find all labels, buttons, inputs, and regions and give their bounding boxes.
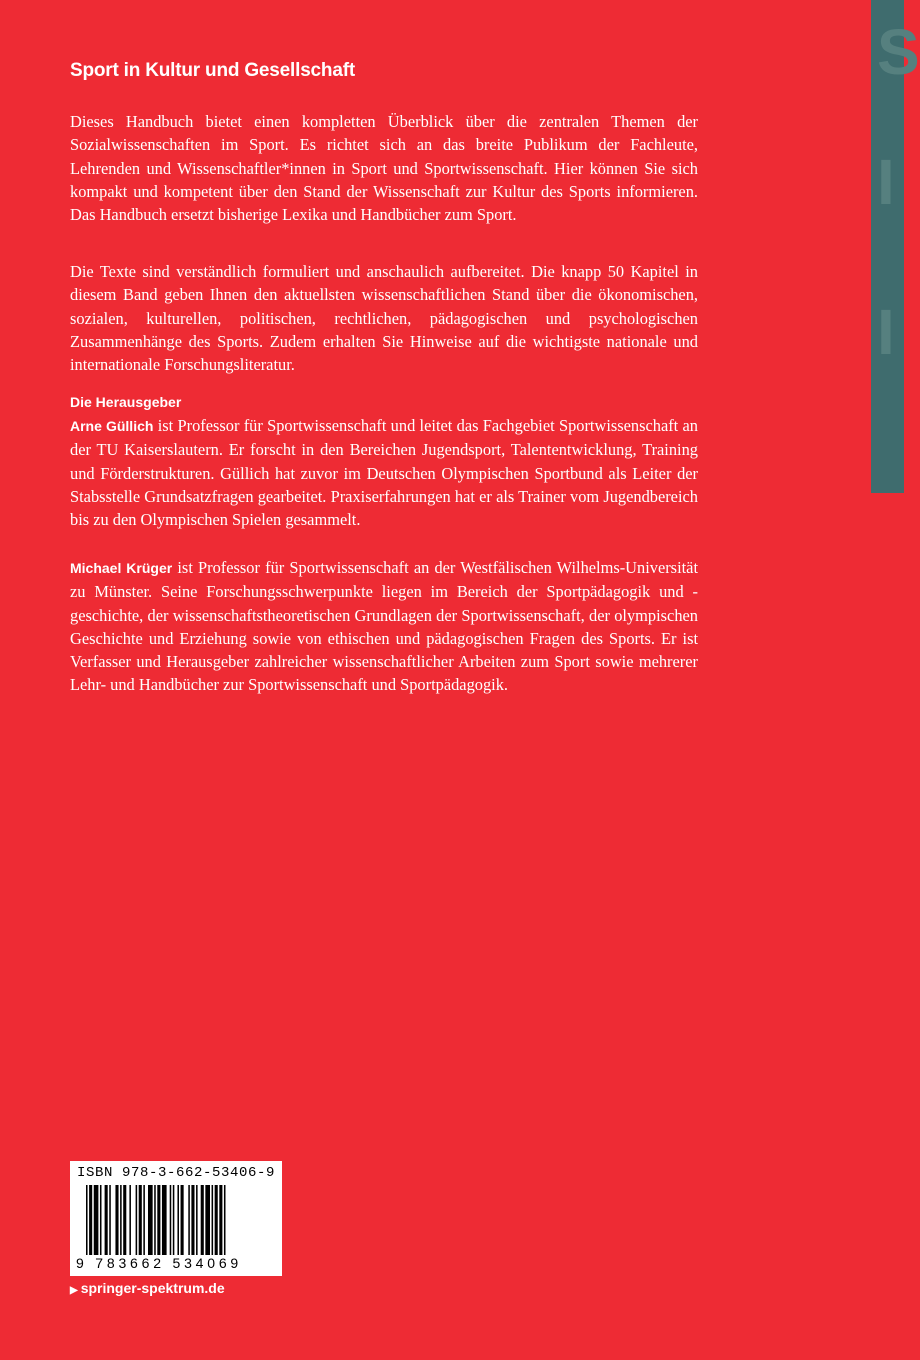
spine-ghost-letter: I <box>877 146 895 218</box>
barcode-bar <box>148 1185 153 1255</box>
barcode-bar <box>89 1185 92 1255</box>
barcode-bar <box>86 1185 88 1255</box>
barcode-bar <box>188 1185 190 1255</box>
barcode-bars <box>86 1185 272 1255</box>
website-url: springer-spektrum.de <box>80 1280 225 1296</box>
barcode-bar <box>196 1185 198 1255</box>
barcode-bar <box>129 1185 131 1255</box>
barcode-bar <box>105 1185 108 1255</box>
barcode-bar <box>123 1185 126 1255</box>
barcode-bar <box>191 1185 194 1255</box>
ean-digits: 9 783662 534069 <box>76 1255 242 1271</box>
barcode-bar <box>201 1185 204 1255</box>
barcode-bar <box>94 1185 99 1255</box>
triangle-arrow-icon: ▶ <box>70 1285 78 1296</box>
editor-name: Michael Krüger <box>70 560 173 576</box>
barcode-bar <box>219 1185 222 1255</box>
barcode-bar <box>177 1185 179 1255</box>
barcode-bar <box>170 1185 172 1255</box>
barcode-bar <box>162 1185 167 1255</box>
isbn-label: ISBN 978-3-662-53406-9 <box>76 1165 276 1181</box>
website-link[interactable] <box>70 1280 225 1296</box>
barcode-bar <box>120 1185 122 1255</box>
barcode-bar <box>143 1185 145 1255</box>
intro-paragraph: Dieses Handbuch bietet einen kompletten Überblick über die zentralen Themen der Sozialwissenschaften im Sport. Es richtet sich an das breite Publikum der Fachleute, Lehrenden und Wissenschaftler*innen in Sport und Sportwissenschaft. Hier können Sie sich kompakt und kompetent über den Stand der Wissenschaft zur Kultur des Sports informieren. Das Handbuch ersetzt bisherige Lexika und Handbücher zum Sport. <box>70 112 698 225</box>
barcode-bar <box>136 1185 138 1255</box>
spine-decoration <box>871 0 920 493</box>
barcode-bar <box>157 1185 160 1255</box>
barcode-bar <box>173 1185 175 1255</box>
spine-ghost-letter: I <box>877 296 895 368</box>
editor-bio-text: ist Professor für Sportwissenschaft und leitet das Fachgebiet Sportwissenschaft an der TU Kaiserslautern. Er forscht in den Bereichen Jugendsport, Talententwicklung, Training und Förderstrukturen. Güllich hat zuvor im Deutschen Olympischen Sportbund als Leiter der Stabsstelle Grundsatzfragen gearbeitet. Praxiserfahrungen hat er als Trainer vom Jugendbereich bis zu den Olympischen Spielen gesammelt. <box>70 416 698 530</box>
editor-bio-text: ist Professor für Sportwissenschaft an der Westfälischen Wilhelms-Universität zu Münster. Seine Forschungsschwerpunkte liegen im Bereich der Sportpädagogik und -geschichte, der wissenschaftstheoretischen Grundlagen der Sportwissenschaft, der olympischen Geschichte und Erziehung sowie von ethischen und pädagogischen Fragen des Sports. Er ist Verfasser und Herausgeber zahlreicher wissenschaftlicher Arbeiten zum Sport sowie mehrerer Lehr- und Handbücher zur Sportwissenschaft und Sportpädagogik. <box>70 558 699 695</box>
barcode-bar <box>215 1185 218 1255</box>
content-paragraph: Die Texte sind verständlich formuliert und anschaulich aufbereitet. Die knapp 50 Kapitel in diesem Band geben Ihnen den aktuellsten wissenschaftlichen Stand über die ökonomischen, sozialen, kulturellen, politischen, rechtlichen, pädagogischen und psychologischen Zusammenhänge des Sports. Zudem erhalten Sie Hinweise auf die wichtigste nationale und internationale Forschungsliteratur. <box>70 262 698 375</box>
barcode-bar <box>154 1185 156 1255</box>
barcode-bar <box>205 1185 210 1255</box>
barcode-bar <box>100 1185 102 1255</box>
barcode-bar <box>109 1185 111 1255</box>
barcode-bar <box>212 1185 214 1255</box>
editor-bio-2 <box>70 556 698 697</box>
barcode-bar <box>224 1185 226 1255</box>
editors-heading: Die Herausgeber <box>70 394 182 410</box>
book-title: Sport in Kultur und Gesellschaft <box>70 60 355 81</box>
editor-name: Arne Güllich <box>70 418 154 434</box>
editor-bio-1 <box>70 414 698 531</box>
spine-ghost-letter: S <box>877 16 920 88</box>
barcode-bar <box>139 1185 142 1255</box>
isbn-barcode <box>70 1161 282 1276</box>
barcode-bar <box>181 1185 184 1255</box>
barcode-bar <box>115 1185 118 1255</box>
